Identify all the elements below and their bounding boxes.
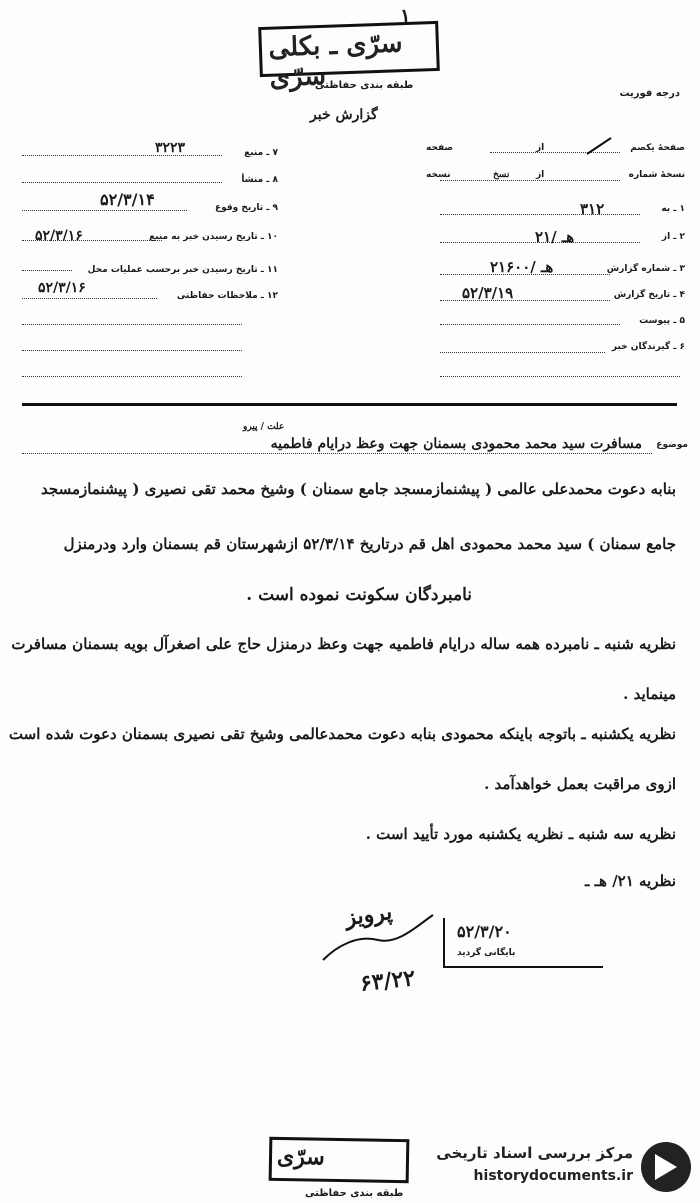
header-divider — [22, 403, 677, 406]
document-title: گزارش خبر — [310, 107, 378, 123]
signature-scribble — [318, 905, 438, 965]
classification-stamp-top — [255, 18, 445, 94]
body-line: نظریه ۲۱/ هـ ـ — [585, 872, 676, 890]
field-label: ۵ ـ پیوست — [639, 316, 685, 326]
logo-mark-icon — [641, 1142, 691, 1192]
priority-label: درجه فوریت — [619, 88, 680, 99]
field-label: ۲ ـ از — [661, 232, 685, 242]
filing-stamp — [443, 918, 603, 968]
field-label: ۹ ـ تاریخ وقوع — [214, 203, 278, 213]
stamp-script: سرّی — [276, 1143, 326, 1171]
body-line: مینماید . — [623, 685, 676, 703]
field-label: صفحهٔ یکصم — [630, 143, 685, 153]
classification-stamp-bottom — [265, 1130, 415, 1200]
filing-stamp-caption: بایگانی گردید — [457, 948, 516, 958]
body-line: نامبردگان سکونت نموده است . — [246, 585, 472, 605]
field-label: نسخهٔ شماره — [628, 170, 685, 180]
corner-mark: ۱ — [400, 4, 411, 28]
subject-text: مسافرت سید محمد محمودی بسمنان جهت وعظ درایام فاطمیه — [270, 436, 642, 452]
body-line: ازوی مراقبت بعمل خواهدآمد . — [484, 775, 676, 793]
field-mid: از — [536, 170, 545, 180]
field-value: ۵۲/۳/۱۴ — [100, 190, 155, 209]
archive-watermark — [425, 1140, 695, 1195]
field-label: ۸ ـ منشأ — [241, 175, 278, 185]
field-label: ۱ ـ به — [661, 204, 685, 214]
field-end: صفحه — [426, 143, 454, 153]
subject-annotation: علت / پیرو — [243, 422, 285, 432]
stamp-caption: طبقه بندی حفاظتی — [315, 80, 414, 91]
stamp-caption: طبقه بندی حفاظتی — [305, 1188, 404, 1199]
field-mid: از — [536, 143, 545, 153]
field-value: ۳۱۲ — [580, 200, 605, 218]
body-line: نظریه شنبه ـ نامبرده همه ساله درایام فاطمیه جهت وعظ درمنزل حاج علی اصغرآل بویه بسمنان مسافرت — [11, 635, 676, 653]
signature: پرویز — [343, 898, 394, 932]
field-label: ۱۲ ـ ملاحظات حفاظتی — [176, 291, 278, 301]
field-value: ۵۲/۳/۱۹ — [462, 284, 514, 302]
field-label: ۱۱ ـ تاریخ رسیدن خبر بر‌حسب عملیات محل — [87, 265, 278, 275]
watermark-url: historydocuments.ir — [473, 1168, 633, 1184]
field-label: ۶ ـ گیرندگان خبر — [611, 342, 685, 352]
field-label: ۳ ـ شماره گزارش — [606, 264, 685, 274]
field-value: ۲۱/ هـ — [535, 228, 575, 246]
body-line: نظریه یکشنبه ـ باتوجه باینکه محمودی بنابه دعوت محمدعالمی وشیخ تقی نصیری بسمنان دعوت شده است — [8, 725, 676, 743]
field-label: ۷ ـ منبع — [244, 148, 278, 158]
field-value: ۵۲/۳/۱۶ — [35, 228, 83, 244]
field-mid-value: نسخ — [493, 170, 510, 180]
field-label: ۴ ـ تاریخ گزارش — [613, 290, 685, 300]
field-end: نسخه — [426, 170, 451, 180]
body-line: نظریه سه شنبه ـ نظریه یکشنبه مورد تأیید است . — [365, 825, 676, 843]
tick-mark — [585, 136, 613, 158]
stamp-script: سرّی ـ بکلی سرّی — [268, 28, 404, 94]
handwritten-number: ۶۳/۲۲ — [358, 965, 417, 997]
filing-stamp-digits: ۵۲/۳/۲۰ — [457, 922, 512, 941]
watermark-name: مرکز بررسی اسناد تاریخی — [436, 1144, 633, 1162]
field-value: ۵۲/۳/۱۶ — [38, 280, 86, 296]
body-line: جامع سمنان ) سید محمد محمودی اهل قم درتاریخ ۵۲/۳/۱۴ ازشهرستان قم بسمنان وارد ودرمنزل — [63, 535, 676, 553]
field-value: ۲۱۶۰۰/ هـ — [490, 258, 554, 276]
body-line: بنابه دعوت محمدعلی عالمی ( پیشنمازمسجد جامع سمنان ) وشیخ محمد تقی نصیری ( پیشنمازمسجد — [41, 480, 676, 498]
archive-logo-icon — [641, 1142, 691, 1192]
subject-label: موضوع — [656, 440, 688, 450]
field-label: ۱۰ ـ تاریخ رسیدن خبر به منبع — [149, 232, 278, 242]
field-value: ۳۲۲۳ — [155, 140, 186, 156]
